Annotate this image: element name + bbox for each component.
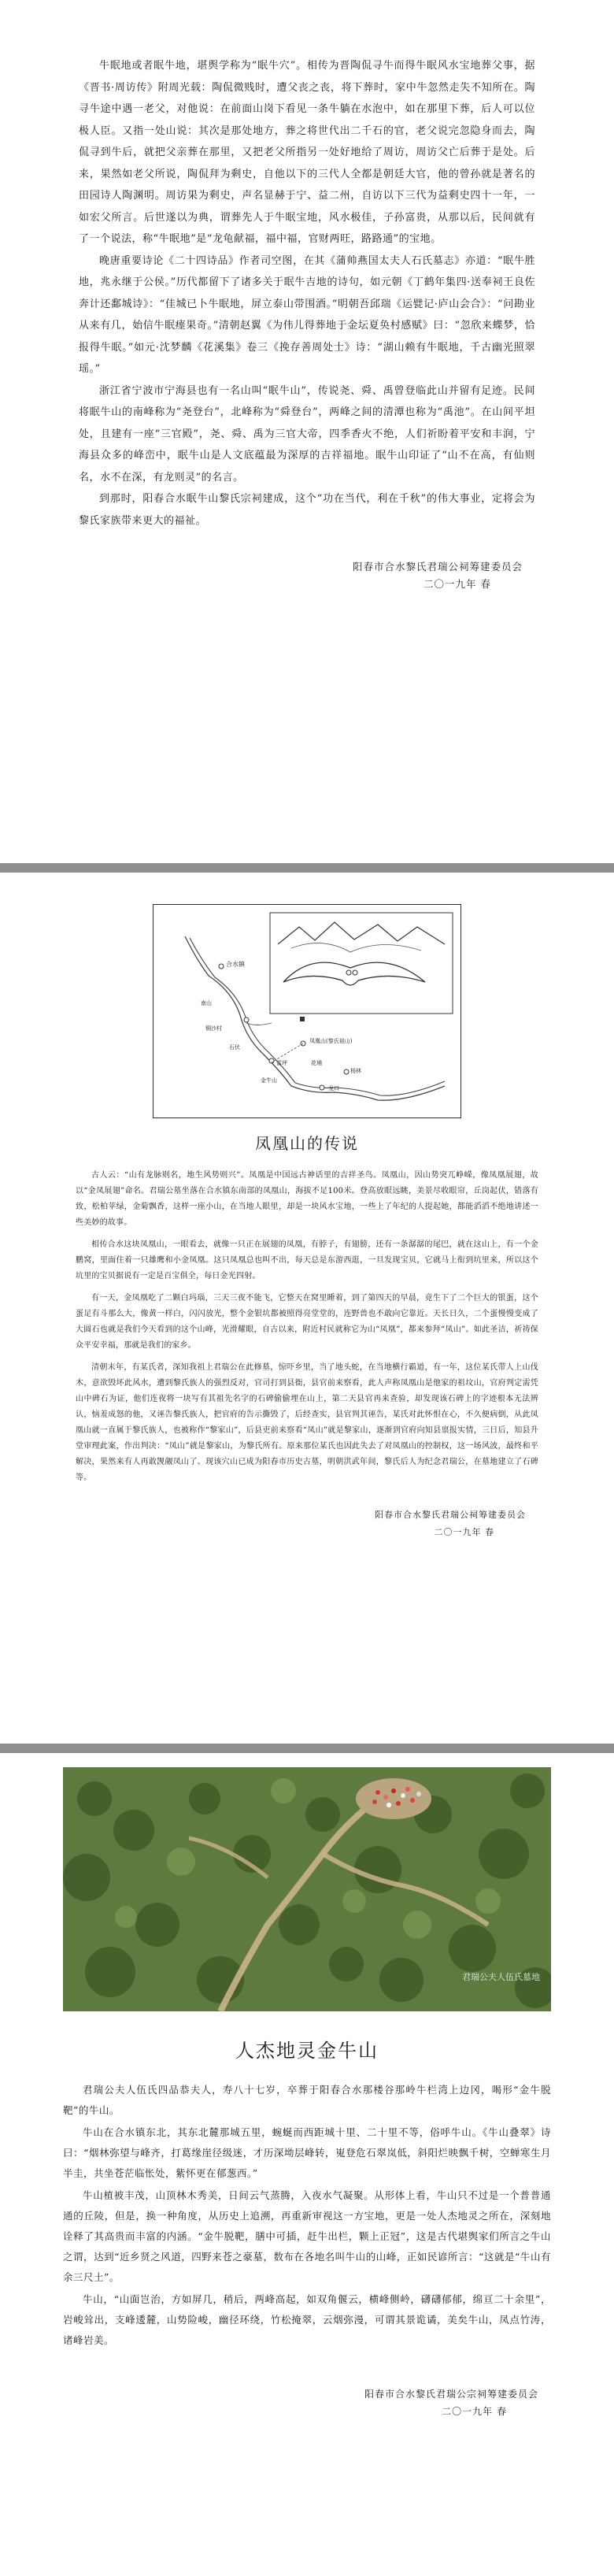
map-label-tongsha: 铜沙村 [205,1025,222,1032]
paragraph: 有一天，金凤凰吃了二颗白玛瑙，三天三夜不能飞，它整天在窝里睡着，到了第四天的早晨，竟生下了二个巨大的银蛋，这个蛋足有斗那么大，像黄一样白，闪闪放光，整个金银坑都被照得亮堂堂的，连野兽也不敢向它靠近。天长日久，二个蛋慢慢变成了大圆石也就是我们今天看到的这个山峰，光滑耀眼，自古以来，附近村民就称它为山“凤凰”，都来参拜“凤山”。如此圣洁，祈祷保众平安幸福，那就是我们的家乡。 [76,1294,538,1350]
signature-date: 二〇一九年 春 [424,578,491,590]
map-label-fenghuang: 凤凰山(黎氏祖山) [309,1038,353,1044]
map-label-shifu: 石伏 [229,1044,240,1051]
map-label-leiping: 雷坪 [276,1060,287,1066]
map-drawing [154,905,460,1118]
signature-date: 二〇一九年 春 [434,1527,494,1537]
paragraph: 到那时，阳春合水眠牛山黎氏宗祠建成，这个“功在当代，利在千秋”的伟大事业，定将会为黎氏家族带来更大的福祉。 [79,493,535,527]
signature: 阳春市合水黎氏君瑞公祠筹建委员会 [375,1510,526,1520]
signature: 阳春市合水黎氏君瑞公宗祠筹建委员会 [364,2389,538,2400]
paragraph: 清朝末年，有某氏者，深知我祖上君瑞公在此修墓，惊吓乡里，当了地头蛇，在当地横行霸道，有一年，这位某氏带人上山伐木，意欲毁坏此风水，遭到黎氏族人的强烈反对，官司打到县衙，县官前来察看，此人声称凤凰山是他家的祖坟山，官府判定需凭山中碑石为证，他们连夜将一块写有其祖先名字的石碑偷偷埋在山上，第二天县官再来查验，却发现该石碑上的字迹根本无法辨认，恼羞成怒的他，又诬告黎氏族人，把官府的告示撕毁了，后经查实，县官判其诬告，某氏对此怀恨在心，不久便病倒，从此凤凰山就一直属于黎氏族人，也被称作“黎家山”，后县吏前来察看“凤山”就是黎家山，逐渐到官府向知县禀报实情，三日后，知县升堂审理此案，作出判决：“凤山”就是黎家山，为黎氏所有。原来那位某氏也因此失去了对凤凰山的控制权，这一场风波，最终和平解决，果然来有人再敢觊觎凤山了。现该穴山已成为阳春市历史古墓，明朝洪武年间，黎氏后人为纪念君瑞公，在墓地建立了石碑等。 [76,1363,538,1482]
map-label-hexiu: 合水镇 [226,961,245,968]
page-2 [0,873,614,1744]
map-label-longkou: 龙口 [328,1085,339,1092]
page-1 [0,0,614,863]
signature: 阳春市合水黎氏君瑞公祠筹建委员会 [352,561,523,573]
paragraph: 君瑞公夫人伍氏四品恭夫人，寿八十七岁，卒葬于阳春合水那楼谷那岭牛栏湾上边冈，喝形“金牛脱靶”的牛山。 [63,2084,551,2116]
map-label-nanshan: 南山 [201,1000,212,1006]
paragraph: 牛眠地或者眠牛地，堪舆学称为“眠牛穴”。相传为晋陶侃寻牛而得牛眠风水宝地葬父事，据《晋书·周访传》附周光载：陶侃微贱时，遭父丧之丧，将下葬时，家中牛忽然走失不知所在。陶寻牛途中遇一老父，对他说：在前面山岗下看见一条牛躺在水泡中，如在那里下葬，后人可以位极人臣。又指一处山说：其次是那处地方，葬之将世代出二千石的官，老父说完忽隐身而去，陶侃寻到牛后，就把父亲葬在那里，又把老父所指另一处好地给了周访，周访父亡后葬于是处。后来，果然如老父所说，陶侃拜为剩史，自他以下的三代人全都是朝廷大官，他的曾孙就是著名的田园诗人陶渊明。周访果为剩史，声名显赫于宁、益二州，自访以下三代为益剩史四十一年，一如宏父所言。后世遂以为典，谓葬先人于牛眠宝地，风水极佳，子孙富贵，从那以后，民间就有了一个说法，称“牛眠地”是“龙龟献福，福中福，官财两旺，路路通”的宝地。 [79,60,535,245]
paragraph: 牛山在合水镇东北，其东北麓那城五里，蜿蜒而西距城十里、二十里不等，俗呼牛山。《牛山叠翠》诗曰：“烟林弥望与峰齐，打葛缘崖径级迷，才历深坳层峰转，嵬登危石翠岚低，斜阳烂映飘千树，空蝉寒生月半圭，共坐苍茫临怅处，紫怀更在郁葱西。” [63,2126,551,2179]
signature-block [63,2385,551,2420]
signature-block [76,1507,538,1541]
paragraph: 牛山植被丰茂，山顶林木秀美，日间云气蒸腾，入夜水气凝聚。从形体上看，牛山只不过是一个普普通通的丘陵，但是，换一种角度，从历史上追溯，再重新审视这一方宝地，更是一处人杰地灵之所在，深刻地诠释了其高贵而丰富的内涵。“金牛脱靶，膳中可插，赶牛出栏，颗上正冠”，这是古代堪舆家们所言之牛山之谓，达到“近乡贤之风道，四野来苍之豪墓，数布在各地名叫牛山的山峰，正如民谚所言：“这就是“牛山有余三尺土”。 [63,2189,551,2283]
map-label-huapu: 花埔 [311,1060,322,1066]
paragraph: 牛山，“山面岂治，方如屏几，稍后，两峰高起，如双角偃云，横峰侧岭，礴礴郁郁，绵亘二十余里”，岩峻耸出，支峰逶麓，山势险峻，幽径环绕，竹松掩翠，云烟弥漫，可谓其景诡谲，美矣牛山，凤点竹涛，诸峰岩美。 [63,2293,551,2346]
aerial-photo [63,1767,551,2011]
location-map [153,904,461,1118]
map-label-yanglin: 杨林 [350,1068,361,1074]
paragraph: 相传合水这块凤凰山，一眼看去，就像一只正在展翅的凤凰，有脖子，有翅膀，还有一条潺潺的尾巴，就在这山上，有一个金鹏窝，里面住着一只雄鹰和小金凤凰。这只凤凰总也叫不出，每天总是东游西逛，一旦发现宝贝，它就马上衔到坑里来，所以这个坑里的宝贝据说有一定是百宝俱全，每日金光四射。 [76,1240,538,1281]
page-separator [0,1744,614,1753]
signature-date: 二〇一九年 春 [442,2406,507,2417]
paragraph: 古人云：“山有龙脉则名，地生风势则兴”。凤凰是中国远古神话里的吉祥圣鸟。凤凰山，因山势突兀峥嵘，像凤凰展翅，故以“金凤展翅”命名。君瑞公墓坐落在合水镇东南部的凤凰山，海拔不足100米。登高放眼远眺，美景尽收眼帘，丘岗起伏，错落有致，松柏苹绿，金菊飘香，这样一座小山，在当地人眼里，却是一块风水宝地，一些上了年纪的人提起她，都能滔滔不绝地讲述一些美妙的故事。 [76,1171,538,1227]
map-label-jinniu: 金牛山 [261,1077,277,1084]
paragraph: 浙江省宁波市宁海县也有一名山叫“眠牛山”，传说尧、舜、禹曾登临此山并留有足迹。民间将眠牛山的南峰称为“尧登台”，北峰称为“舜登台”，两峰之间的清潭也称为“禹池”。在山间平坦处，且建有一座“三官殿”，尧、舜、禹为三官大帝，四季香火不绝，人们祈盼着平安和丰润，宁海县众多的峰峦中，眠牛山是人文底蕴最为深厚的吉祥福地。眠牛山印证了“山不在高，有仙则名，水不在深，有龙则灵”的名言。 [79,384,535,484]
page-3 [0,1753,614,2576]
paragraph: 晚唐重要诗论《二十四诗品》作者司空图，在其《蒲帅燕国太夫人石氏墓志》亦道：“眠牛胜地，兆永继于公侯。”历代都留下了诸多关于眠牛吉地的诗句，如元朝《丁鹤年集四·送奉祠王良佐奔计还鄱城诗》：“佳城已卜牛眠地，屏立泰山带围酒。”明朝吾邱瑞《运甓记·庐山会合》：“问勘业从来有几，始信牛眠瘗果奇。”清朝赵翼《为伟儿得葬地于金坛夏奂村感赋》曰：“忽欣来蝶梦，恰报得牛眠。”如元·沈梦麟《花溪集》卷三《挽存善周处士》诗：“湖山赖有牛眠地，千古幽光照翠瑶。” [79,254,535,375]
signature-block [79,558,535,593]
page-title: 人杰地灵金牛山 [235,2040,379,2062]
page-title: 凤凰山的传说 [255,1134,359,1153]
page-separator [0,863,614,873]
photo-caption: 君瑞公夫人伍氏墓地 [462,1972,540,1982]
